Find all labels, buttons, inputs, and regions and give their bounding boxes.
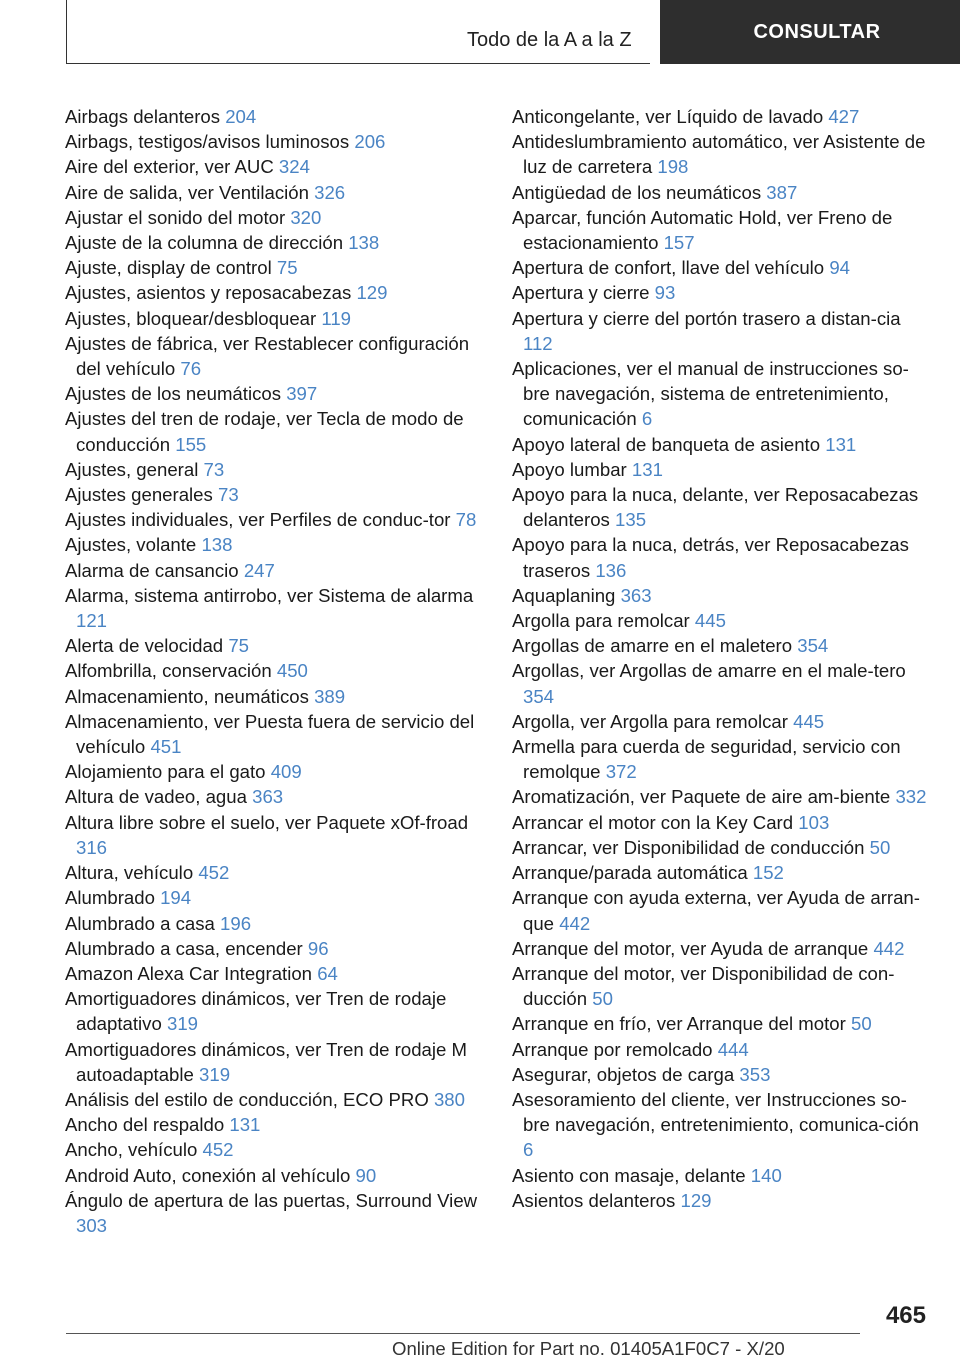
index-entry [65, 255, 483, 280]
page-link[interactable]: 78 [455, 509, 477, 531]
page-link[interactable]: 152 [752, 862, 784, 884]
page-link[interactable]: 131 [229, 1114, 261, 1136]
index-entry-text: Amortiguadores dinámicos, ver Tren de rodaje M autoadaptable [65, 1038, 468, 1085]
index-entry-text: Argollas de amarre en el maletero [512, 635, 793, 657]
index-entry-text: Asiento con masaje, delante [512, 1164, 746, 1186]
index-entry [512, 306, 932, 356]
index-entry-text: Alumbrado [65, 887, 155, 909]
index-entry [65, 482, 483, 507]
index-entry-text: Arranque en frío, ver Arranque del motor [512, 1013, 846, 1035]
index-entry [65, 911, 483, 936]
page-link[interactable]: 138 [201, 534, 233, 556]
index-entry [65, 1137, 483, 1162]
index-entry [512, 810, 932, 835]
page-link[interactable]: 50 [869, 836, 891, 858]
index-entry-text: Apoyo para la nuca, detrás, ver Reposacabezas traseros [512, 534, 909, 581]
index-entry-text: Arranque del motor, ver Ayuda de arranque [512, 937, 869, 959]
index-entry [512, 784, 932, 809]
page-link[interactable]: 135 [615, 509, 647, 531]
index-entry [65, 1087, 483, 1112]
page-link[interactable]: 93 [654, 282, 676, 304]
index-entry-text: Ajustes generales [65, 484, 213, 506]
index-entry-text: Alumbrado a casa, encender [65, 937, 303, 959]
page-link[interactable]: 363 [620, 584, 652, 606]
index-entry [512, 633, 932, 658]
index-entry [65, 986, 483, 1036]
index-entry-text: Ajustes de fábrica, ver Restablecer configuración del vehículo [65, 332, 470, 380]
page-link[interactable]: 324 [278, 156, 310, 178]
page-link[interactable]: 64 [317, 962, 338, 984]
index-entry [65, 406, 483, 456]
index-entry-text: Ancho del respaldo [65, 1114, 225, 1136]
index-entry-text: Airbags delanteros [65, 106, 221, 127]
index-entry [512, 280, 932, 305]
index-entry [65, 230, 483, 255]
index-entry-text: Arrancar el motor con la Key Card [512, 811, 794, 833]
page-link[interactable]: 445 [793, 710, 825, 732]
consult-tab[interactable]: CONSULTAR [660, 0, 960, 64]
index-entry-text: Alfombrilla, conservación [65, 660, 272, 682]
index-entry-text: Alarma, sistema antirrobo, ver Sistema de alarma [65, 584, 474, 606]
index-entry [512, 1062, 932, 1087]
header-divider-vertical [66, 0, 67, 64]
page-link[interactable]: 140 [750, 1164, 782, 1186]
page-link[interactable]: 112 [523, 332, 553, 354]
index-entry-text: Amazon Alexa Car Integration [65, 962, 313, 984]
index-entry [512, 104, 932, 129]
page-link[interactable]: 50 [851, 1013, 872, 1035]
index-entry-text: Arranque por remolcado [512, 1038, 713, 1060]
page-link[interactable]: 198 [657, 156, 689, 178]
page-link[interactable]: 380 [433, 1088, 465, 1110]
index-entry [512, 457, 932, 482]
page-link[interactable]: 76 [180, 358, 202, 380]
page-link[interactable]: 397 [286, 383, 318, 405]
index-entry [65, 936, 483, 961]
page-link[interactable]: 319 [166, 1013, 199, 1035]
index-entry-text: Aquaplaning [512, 584, 616, 606]
header-divider-horizontal [66, 63, 650, 64]
footer-edition: Online Edition for Part no. 01405A1F0C7 - X/20 [392, 1338, 785, 1359]
page-link[interactable]: 445 [694, 610, 726, 632]
index-entry-text: Altura, vehículo [65, 862, 194, 884]
page-link[interactable]: 326 [314, 181, 346, 203]
page-link[interactable]: 75 [228, 635, 250, 657]
index-entry [512, 432, 932, 457]
index-entry-text: Argolla para remolcar [512, 610, 690, 632]
page-number: 465 [885, 1302, 926, 1329]
index-entry-text: Aire de salida, ver Ventilación [65, 181, 309, 203]
index-entry-text: Aparcar, función Automatic Hold, ver Freno de estacionamiento [512, 206, 893, 254]
index-entry-text: Ajuste de la columna de dirección [65, 232, 344, 254]
page-link[interactable]: 316 [76, 836, 108, 858]
index-entry [512, 608, 932, 633]
index-entry [65, 205, 483, 230]
page-link[interactable]: 6 [641, 408, 653, 430]
index-entry [65, 532, 483, 557]
index-column-left [65, 104, 483, 1238]
page-link[interactable]: 129 [680, 1189, 712, 1211]
index-entry-text: Apoyo lateral de banqueta de asiento [512, 433, 821, 455]
page-link[interactable]: 320 [290, 206, 322, 228]
index-entry [512, 583, 932, 608]
page-link[interactable]: 155 [175, 433, 207, 455]
index-entry [512, 129, 932, 179]
page-link[interactable]: 303 [76, 1214, 108, 1236]
index-entry [65, 104, 483, 129]
index-entry-text: Altura libre sobre el suelo, ver Paquete xOf-froad [65, 811, 469, 833]
page-link[interactable]: 73 [217, 484, 239, 506]
index-entry-text: Amortiguadores dinámicos, ver Tren de rodaje adaptativo [65, 988, 447, 1035]
index-entry-text: Almacenamiento, ver Puesta fuera de servicio del vehículo [65, 710, 475, 758]
index-entry [65, 180, 483, 205]
index-entry [65, 709, 483, 759]
index-entry-text: Asientos delanteros [512, 1189, 676, 1211]
page-link[interactable]: 363 [252, 786, 284, 808]
page-link[interactable]: 442 [873, 937, 905, 959]
page-link[interactable]: 332 [895, 786, 927, 808]
index-entry [65, 1188, 483, 1238]
page-link[interactable]: 194 [160, 887, 192, 909]
index-entry-text: Ángulo de apertura de las puertas, Surround View [65, 1189, 478, 1211]
page-link[interactable]: 442 [559, 912, 591, 934]
page-link[interactable]: 452 [202, 1139, 234, 1161]
page-link[interactable]: 452 [198, 862, 230, 884]
index-entry-text: Ajustes, general [65, 458, 199, 480]
index-entry [512, 835, 932, 860]
page-link[interactable]: 73 [203, 458, 225, 480]
index-entry [512, 709, 932, 734]
page-link[interactable]: 196 [220, 912, 252, 934]
index-entry [512, 860, 932, 885]
page-link[interactable]: 354 [797, 635, 829, 657]
page-link[interactable]: 131 [631, 458, 663, 480]
page-link[interactable]: 157 [663, 232, 695, 254]
index-entry-text: Almacenamiento, neumáticos [65, 685, 309, 707]
page-link[interactable]: 50 [592, 988, 613, 1010]
index-entry [512, 658, 932, 708]
index-entry-text: Alerta de velocidad [65, 635, 224, 657]
page-link[interactable]: 103 [798, 811, 830, 833]
page-link[interactable]: 136 [595, 559, 627, 581]
index-entry [65, 280, 483, 305]
index-entry-text: Argolla, ver Argolla para remolcar [512, 710, 788, 732]
index-entry-text: Aire del exterior, ver AUC [65, 156, 274, 178]
page-link[interactable]: 389 [314, 685, 346, 707]
index-entry [512, 205, 932, 255]
page-link[interactable]: 444 [717, 1038, 749, 1060]
index-entry [65, 860, 483, 885]
index-entry-text: Airbags, testigos/avisos luminosos [65, 131, 350, 153]
index-entry-text: Asegurar, objetos de carga [512, 1063, 735, 1085]
index-entry [65, 1112, 483, 1137]
index-entry [512, 180, 932, 205]
index-entry [65, 633, 483, 658]
page-link[interactable]: 387 [766, 181, 798, 203]
index-entry-text: Ajustes individuales, ver Perfiles de conduc-tor [65, 509, 451, 531]
index-entry-text: Ancho, vehículo [65, 1139, 198, 1161]
index-entry [512, 1087, 932, 1163]
index-entry [65, 306, 483, 331]
footer-divider [66, 1333, 860, 1334]
index-entry [512, 1188, 932, 1213]
index-entry [65, 810, 483, 860]
index-entry-text: Altura de vadeo, agua [65, 786, 247, 808]
index-entry-text: Ajuste, display de control [65, 257, 272, 279]
index-entry-text: Aromatización, ver Paquete de aire am-biente [512, 786, 891, 808]
index-entry [65, 784, 483, 809]
page-link[interactable]: 121 [76, 610, 108, 632]
index-entry-text: Aplicaciones, ver el manual de instrucciones so-bre navegación, sistema de entretenimiento, comunicación [512, 358, 909, 430]
index-entry-text: Alumbrado a casa [65, 912, 215, 934]
index-entry [65, 583, 483, 633]
index-entry-text: Ajustes, asientos y reposacabezas [65, 282, 352, 304]
index-entry-text: Apertura y cierre del portón trasero a distan-cia [512, 307, 901, 329]
index-entry [65, 684, 483, 709]
index-entry-text: Apertura y cierre [512, 282, 650, 304]
page-link[interactable]: 450 [276, 660, 308, 682]
page-link[interactable]: 354 [523, 685, 555, 707]
index-entry-text: Antigüedad de los neumáticos [512, 181, 762, 203]
index-entry-text: Ajustes, bloquear/desbloquear [65, 307, 317, 329]
index-entry [65, 331, 483, 381]
page-link[interactable]: 94 [829, 257, 851, 279]
page-link[interactable]: 409 [270, 761, 302, 783]
index-entry-text: Ajustes del tren de rodaje, ver Tecla de modo de conducción [65, 408, 464, 455]
page-link[interactable]: 451 [150, 736, 182, 758]
index-entry-text: Alarma de cansancio [65, 559, 239, 581]
index-entry-text: Alojamiento para el gato [65, 761, 266, 783]
index-entry-text: Antideslumbramiento automático, ver Asistente de luz de carretera [512, 131, 926, 178]
index-entry-text: Ajustar el sonido del motor [65, 206, 286, 228]
page-link[interactable]: 96 [307, 937, 329, 959]
index-entry [512, 885, 932, 935]
index-entry [512, 734, 932, 784]
index-entry [512, 356, 932, 432]
index-entry [65, 658, 483, 683]
index-entry-text: Ajustes, volante [65, 534, 197, 556]
section-tab[interactable]: Todo de la A a la Z [467, 29, 632, 51]
page-link[interactable]: 353 [739, 1063, 771, 1085]
index-entry-text: Arranque/parada automática [512, 862, 748, 884]
page-link[interactable]: 319 [199, 1063, 231, 1085]
index-entry [512, 255, 932, 280]
index-entry-text: Arranque con ayuda externa, ver Ayuda de arran-que [512, 887, 920, 934]
page-link[interactable]: 372 [605, 761, 637, 783]
index-entry [65, 1163, 483, 1188]
page-link[interactable]: 204 [225, 106, 257, 127]
index-entry-text: Anticongelante, ver Líquido de lavado [512, 106, 824, 127]
page-link[interactable]: 206 [354, 131, 386, 153]
page-link[interactable]: 75 [276, 257, 298, 279]
page-link[interactable]: 427 [828, 106, 860, 127]
index-entry [65, 558, 483, 583]
page-link[interactable]: 6 [523, 1139, 534, 1161]
index-entry [512, 532, 932, 582]
index-entry-text: Apertura de confort, llave del vehículo [512, 257, 825, 279]
index-entry [65, 759, 483, 784]
index-entry-text: Asesoramiento del cliente, ver Instrucciones so-bre navegación, entretenimiento, comunica-ción [512, 1088, 919, 1136]
index-entry [65, 381, 483, 406]
index-entry [512, 1163, 932, 1188]
index-entry-text: Apoyo lumbar [512, 458, 627, 480]
page-link[interactable]: 131 [825, 433, 857, 455]
page-link[interactable]: 90 [355, 1164, 377, 1186]
index-entry-text: Armella para cuerda de seguridad, servicio con remolque [512, 736, 901, 783]
index-entry [65, 507, 483, 532]
index-entry [65, 129, 483, 154]
index-entry [512, 1011, 932, 1036]
index-entry-text: Ajustes de los neumáticos [65, 383, 282, 405]
index-entry [65, 1037, 483, 1087]
index-entry-text: Análisis del estilo de conducción, ECO PRO [65, 1088, 429, 1110]
index-entry-text: Arranque del motor, ver Disponibilidad de con-ducción [512, 962, 895, 1010]
index-entry-text: Arrancar, ver Disponibilidad de conducción [512, 836, 865, 858]
index-entry [512, 1037, 932, 1062]
index-entry [512, 936, 932, 961]
index-entry [512, 482, 932, 532]
index-entry [65, 885, 483, 910]
index-entry-text: Apoyo para la nuca, delante, ver Reposacabezas delanteros [512, 484, 919, 531]
page-link[interactable]: 138 [348, 232, 380, 254]
index-entry [65, 457, 483, 482]
index-entry [65, 154, 483, 179]
page-link[interactable]: 129 [356, 282, 388, 304]
index-entry [65, 961, 483, 986]
page-link[interactable]: 119 [321, 307, 352, 329]
index-entry-text: Android Auto, conexión al vehículo [65, 1164, 351, 1186]
index-entry-text: Argollas, ver Argollas de amarre en el male-tero [512, 660, 906, 682]
page-link[interactable]: 247 [243, 559, 275, 581]
index-column-right [512, 104, 932, 1213]
index-entry [512, 961, 932, 1011]
